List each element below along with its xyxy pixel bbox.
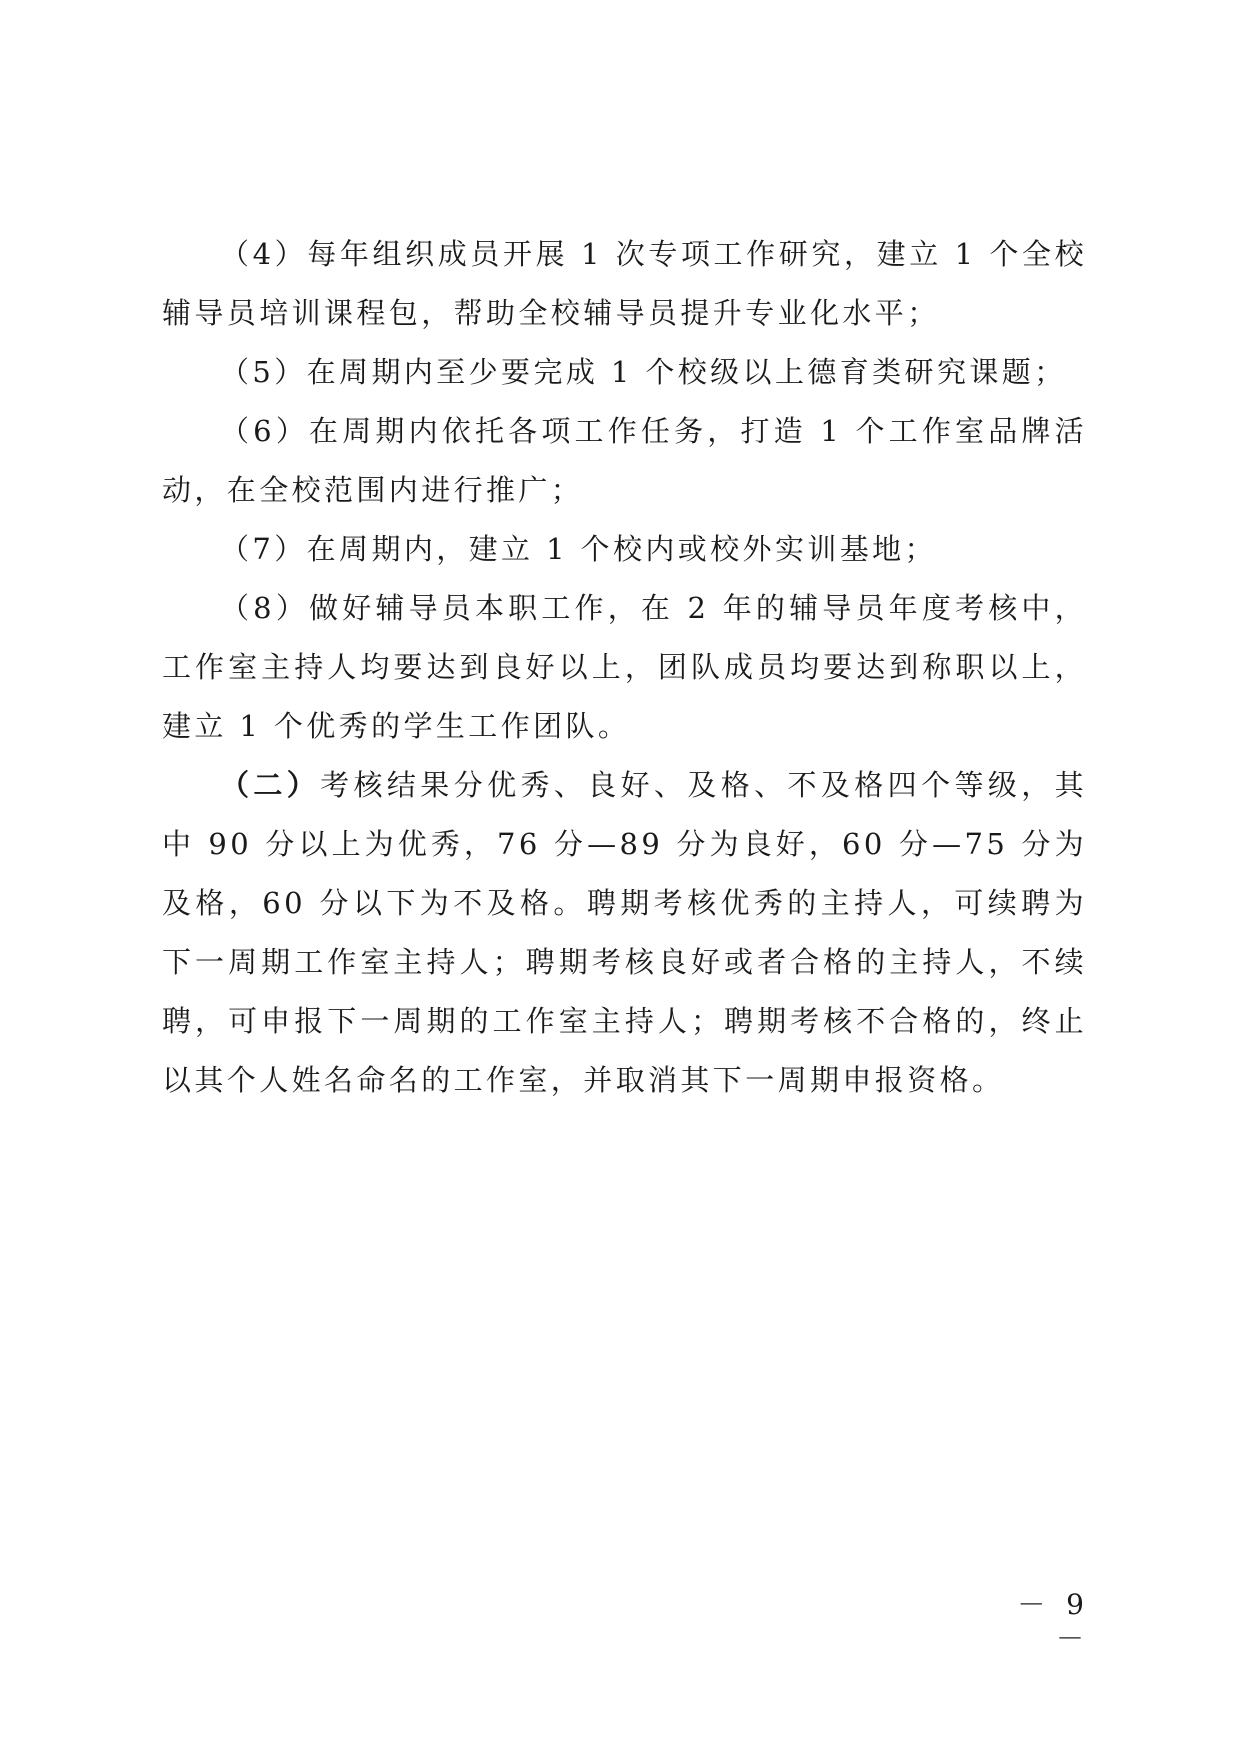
assessment-item-4: （4）每年组织成员开展 1 次专项工作研究，建立 1 个全校辅导员培训课程包，帮助全校辅导员提升专业化水平； [162,237,1087,330]
section-heading-two: （二） [220,768,321,802]
document-body [162,225,1087,1110]
assessment-result-text: 考核结果分优秀、良好、及格、不及格四个等级，其中 90 分以上为优秀，76 分—89 分为良好，60 分—75 分为及格，60 分以下为不及格。聘期考核优秀的主持人，可续聘为下一周期工作室主持人；聘期考核良好或者合格的主持人，不续聘，可申报下一周期的工作室主持人；聘期考核不合格的，终止以其个人姓名命名的工作室，并取消其下一周期申报资格。 [162,768,1087,1097]
page-number: － 9 － [1017,1588,1090,1655]
assessment-item-5: （5）在周期内至少要完成 1 个校级以上德育类研究课题； [220,355,1067,389]
assessment-item-6: （6）在周期内依托各项工作任务，打造 1 个工作室品牌活动，在全校范围内进行推广； [162,414,1087,507]
assessment-result-paragraph [162,756,1087,1110]
assessment-item-7: （7）在周期内，建立 1 个校内或校外实训基地； [220,532,937,566]
assessment-item-8: （8）做好辅导员本职工作，在 2 年的辅导员年度考核中，工作室主持人均要达到良好以上，团队成员均要达到称职以上，建立 1 个优秀的学生工作团队。 [162,591,1087,743]
